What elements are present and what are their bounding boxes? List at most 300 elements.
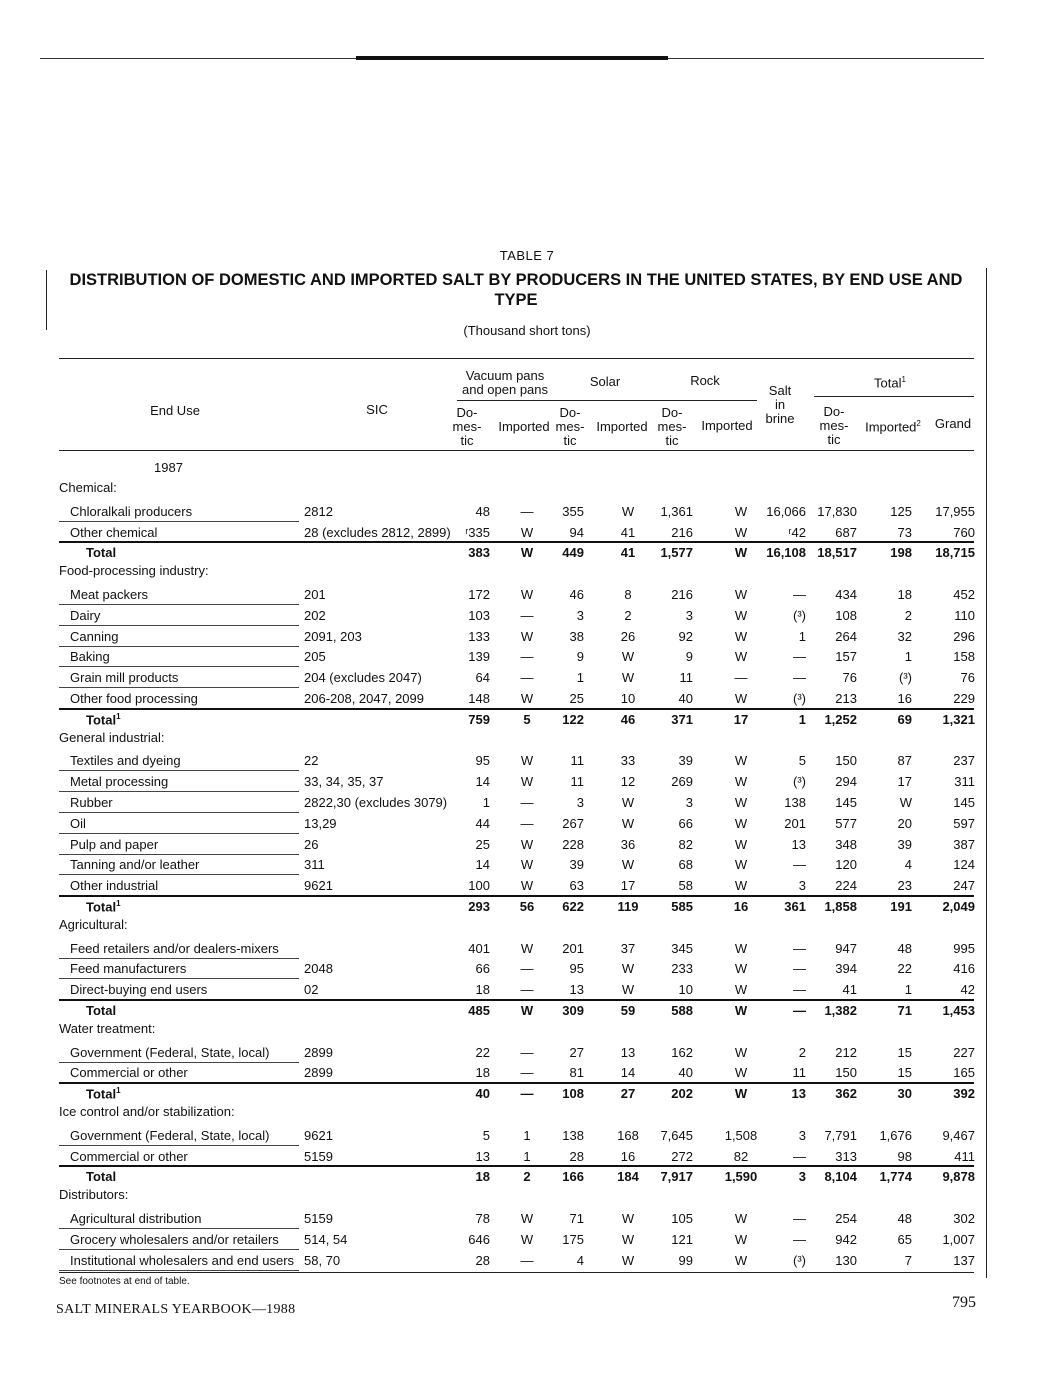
solar-group-rule bbox=[557, 400, 657, 401]
cell-vacuum-domestic: 148 bbox=[468, 691, 490, 706]
cell-vacuum-imported: W bbox=[520, 524, 534, 540]
cell-solar-domestic: 27 bbox=[569, 1044, 584, 1060]
cell-solar-domestic: 309 bbox=[562, 1003, 584, 1018]
cell-rock-imported: 1,590 bbox=[724, 1169, 758, 1185]
total-row bbox=[0, 1083, 1054, 1104]
row-label: Other industrial bbox=[70, 878, 159, 894]
cell-rock-domestic: 1,361 bbox=[660, 503, 693, 519]
cell-salt-in-brine: 2 bbox=[798, 1044, 806, 1060]
row-rule bbox=[59, 1270, 299, 1271]
cell-solar-domestic: 38 bbox=[569, 628, 584, 644]
cell-solar-imported: 17 bbox=[620, 878, 636, 894]
cell-vacuum-imported: 5 bbox=[523, 711, 531, 727]
cell-solar-imported: 16 bbox=[620, 1148, 636, 1164]
cell-total-domestic: 1,252 bbox=[824, 711, 857, 727]
row-sic: 9621 bbox=[304, 878, 333, 894]
cell-vacuum-domestic: 1 bbox=[482, 795, 490, 810]
cell-salt-in-brine: ʳ42 bbox=[788, 524, 806, 540]
cell-rock-imported: W bbox=[734, 1086, 748, 1102]
cell-total-domestic: 394 bbox=[835, 961, 857, 977]
cell-grand-total: 387 bbox=[953, 836, 975, 852]
cell-total-domestic: 294 bbox=[835, 774, 857, 790]
cell-vacuum-domestic: ʳ335 bbox=[465, 524, 490, 540]
cell-solar-domestic: 138 bbox=[562, 1127, 584, 1143]
section-heading: General industrial: bbox=[59, 729, 165, 745]
cell-total-imported: 191 bbox=[890, 899, 912, 914]
cell-salt-in-brine: — bbox=[793, 857, 806, 873]
cell-total-imported: 1 bbox=[904, 982, 912, 998]
cell-solar-imported: W bbox=[621, 503, 635, 519]
cell-salt-in-brine: (³) bbox=[793, 607, 806, 623]
cell-rock-domestic: 105 bbox=[671, 1211, 693, 1226]
cell-total-imported: 1,774 bbox=[879, 1169, 912, 1185]
cell-total-imported: 65 bbox=[897, 1231, 912, 1247]
cell-total-imported: 87 bbox=[897, 753, 912, 769]
cell-solar-domestic: 201 bbox=[562, 940, 584, 956]
table-row bbox=[0, 605, 1054, 626]
total-row bbox=[0, 709, 1054, 730]
cell-total-imported: 17 bbox=[897, 774, 912, 790]
cell-salt-in-brine: (³) bbox=[793, 774, 806, 790]
cell-solar-imported: W bbox=[621, 857, 635, 873]
row-label: Government (Federal, State, local) bbox=[70, 1044, 270, 1060]
table-title: DISTRIBUTION OF DOMESTIC AND IMPORTED SALT BY PRODUCERS IN THE UNITED STATES, BY END USE AND TYPE bbox=[69, 271, 963, 309]
header-bottom-rule bbox=[59, 450, 974, 451]
cell-vacuum-imported: — bbox=[520, 1065, 534, 1081]
top-rule-accent bbox=[356, 56, 668, 60]
cell-salt-in-brine: — bbox=[793, 587, 806, 602]
cell-grand-total: 17,955 bbox=[935, 503, 975, 519]
cell-grand-total: 311 bbox=[954, 774, 975, 790]
cell-salt-in-brine: — bbox=[793, 1231, 806, 1247]
total-label bbox=[86, 1086, 121, 1101]
col-header-rock-imported: Imported bbox=[701, 418, 753, 433]
cell-vacuum-domestic: 40 bbox=[475, 1086, 490, 1102]
cell-grand-total: 76 bbox=[960, 670, 975, 686]
cell-vacuum-imported: W bbox=[520, 857, 534, 873]
cell-total-imported: 69 bbox=[897, 711, 912, 727]
table-row bbox=[0, 522, 1054, 543]
table-row bbox=[0, 875, 1054, 896]
cell-total-domestic: 348 bbox=[835, 836, 857, 852]
cell-solar-domestic: 622 bbox=[562, 899, 584, 914]
cell-vacuum-domestic: 22 bbox=[475, 1044, 490, 1060]
cell-solar-domestic: 63 bbox=[569, 878, 584, 894]
cell-grand-total: 760 bbox=[953, 524, 975, 540]
cell-salt-in-brine: 201 bbox=[784, 815, 806, 831]
cell-vacuum-domestic: 28 bbox=[475, 1252, 490, 1268]
cell-solar-imported: W bbox=[621, 1211, 635, 1226]
cell-grand-total: 597 bbox=[953, 815, 975, 831]
cell-rock-domestic: 10 bbox=[678, 982, 693, 998]
cell-total-imported: 71 bbox=[897, 1003, 912, 1018]
row-label: Rubber bbox=[70, 795, 113, 810]
cell-vacuum-domestic: 48 bbox=[475, 503, 490, 519]
row-label: Baking bbox=[70, 649, 110, 665]
table-row bbox=[0, 834, 1054, 855]
cell-rock-domestic: 272 bbox=[671, 1148, 693, 1164]
cell-solar-domestic: 9 bbox=[576, 649, 584, 665]
table-row bbox=[0, 813, 1054, 834]
table-row bbox=[0, 688, 1054, 709]
cell-vacuum-imported: W bbox=[520, 940, 534, 956]
row-sic: 02 bbox=[304, 982, 319, 998]
cell-solar-domestic: 3 bbox=[576, 607, 584, 623]
cell-solar-domestic: 122 bbox=[562, 711, 584, 727]
cell-grand-total: 229 bbox=[953, 691, 975, 706]
total-label bbox=[86, 1003, 116, 1018]
table-row bbox=[0, 626, 1054, 647]
cell-solar-domestic: 4 bbox=[576, 1252, 584, 1268]
cell-solar-domestic: 166 bbox=[562, 1169, 584, 1185]
cell-total-domestic: 41 bbox=[842, 982, 857, 998]
row-sic: 9621 bbox=[304, 1127, 333, 1143]
row-sic: 58, 70 bbox=[304, 1252, 341, 1268]
row-label: Chloralkali producers bbox=[70, 503, 193, 519]
cell-rock-domestic: 269 bbox=[671, 774, 693, 790]
row-label: Grocery wholesalers and/or retailers bbox=[70, 1231, 279, 1247]
rock-group-rule bbox=[657, 400, 757, 401]
total-label-text: Total bbox=[86, 1086, 117, 1102]
table-row bbox=[0, 938, 1054, 959]
cell-vacuum-domestic: 66 bbox=[475, 961, 490, 977]
cell-vacuum-imported: W bbox=[520, 628, 534, 644]
cell-vacuum-imported: W bbox=[520, 1003, 534, 1018]
cell-rock-domestic: 99 bbox=[678, 1252, 693, 1268]
cell-vacuum-imported: W bbox=[520, 836, 534, 852]
cell-solar-imported: 27 bbox=[620, 1086, 636, 1102]
section-heading: Distributors: bbox=[59, 1187, 129, 1203]
cell-rock-domestic: 585 bbox=[671, 899, 693, 914]
cell-solar-domestic: 46 bbox=[569, 587, 584, 602]
cell-grand-total: 1,453 bbox=[942, 1003, 975, 1018]
cell-grand-total: 18,715 bbox=[935, 545, 975, 561]
row-label: Dairy bbox=[70, 607, 101, 623]
cell-salt-in-brine: 3 bbox=[798, 1169, 806, 1185]
cell-vacuum-domestic: 5 bbox=[482, 1127, 490, 1143]
table-subtitle: (Thousand short tons) bbox=[463, 323, 591, 338]
row-label: Textiles and dyeing bbox=[70, 753, 181, 769]
row-label: Other food processing bbox=[70, 691, 198, 706]
cell-total-imported: 198 bbox=[890, 545, 912, 561]
cell-salt-in-brine: 5 bbox=[798, 753, 806, 769]
cell-total-domestic: 212 bbox=[835, 1044, 857, 1060]
cell-total-imported: W bbox=[899, 795, 912, 810]
cell-vacuum-domestic: 78 bbox=[475, 1211, 490, 1226]
col-header-total-imported: Imported$^2$ bbox=[865, 419, 921, 435]
cell-rock-domestic: 40 bbox=[678, 691, 693, 706]
cell-rock-imported: W bbox=[734, 878, 748, 894]
cell-solar-imported: 26 bbox=[620, 628, 636, 644]
cell-solar-domestic: 71 bbox=[569, 1211, 584, 1226]
cell-grand-total: 145 bbox=[953, 795, 975, 810]
cell-grand-total: 9,467 bbox=[942, 1127, 975, 1143]
cell-total-domestic: 108 bbox=[835, 607, 857, 623]
section-heading: Water treatment: bbox=[59, 1020, 156, 1036]
cell-total-imported: 15 bbox=[897, 1065, 912, 1081]
row-label: Other chemical bbox=[70, 524, 158, 540]
row-label: Feed manufacturers bbox=[70, 961, 187, 977]
total-row bbox=[0, 542, 1054, 563]
cell-vacuum-domestic: 401 bbox=[468, 940, 490, 956]
col-header-total-domestic: Do- mes- tic bbox=[819, 404, 849, 447]
cell-rock-domestic: 3 bbox=[685, 795, 693, 810]
cell-salt-in-brine: — bbox=[793, 982, 806, 998]
cell-salt-in-brine: — bbox=[793, 649, 806, 665]
cell-rock-imported: W bbox=[734, 961, 748, 977]
cell-solar-domestic: 13 bbox=[569, 982, 584, 998]
cell-total-imported: 7 bbox=[904, 1252, 912, 1268]
cell-vacuum-domestic: 18 bbox=[475, 982, 490, 998]
cell-rock-imported: 82 bbox=[733, 1148, 749, 1164]
cell-solar-imported: W bbox=[621, 815, 635, 831]
cell-total-domestic: 157 bbox=[835, 649, 857, 665]
cell-total-imported: 1 bbox=[904, 649, 912, 665]
section-heading: Ice control and/or stabilization: bbox=[59, 1104, 235, 1119]
cell-grand-total: 9,878 bbox=[942, 1169, 975, 1185]
table-label: TABLE 7 bbox=[499, 248, 555, 263]
cell-vacuum-domestic: 133 bbox=[468, 628, 490, 644]
row-sic: 201 bbox=[304, 587, 326, 602]
row-label: Feed retailers and/or dealers-mixers bbox=[70, 940, 279, 956]
cell-total-domestic: 213 bbox=[835, 691, 857, 706]
cell-vacuum-domestic: 13 bbox=[475, 1148, 490, 1164]
cell-grand-total: 452 bbox=[953, 587, 975, 602]
cell-rock-domestic: 1,577 bbox=[660, 545, 693, 561]
total-label-text: Total bbox=[86, 899, 117, 915]
row-sic: 28 (excludes 2812, 2899) bbox=[304, 524, 451, 540]
row-sic: 2812 bbox=[304, 503, 333, 519]
cell-solar-imported: 168 bbox=[617, 1127, 639, 1143]
cell-rock-domestic: 66 bbox=[678, 815, 693, 831]
cell-rock-domestic: 233 bbox=[671, 961, 693, 977]
cell-rock-domestic: 7,917 bbox=[660, 1169, 693, 1185]
row-sic: 311 bbox=[304, 857, 325, 873]
footnote-marker: 1 bbox=[116, 899, 121, 908]
cell-grand-total: 392 bbox=[953, 1086, 975, 1102]
cell-vacuum-domestic: 103 bbox=[468, 607, 490, 623]
cell-salt-in-brine: (³) bbox=[793, 1252, 806, 1268]
cell-total-imported: 23 bbox=[897, 878, 912, 894]
table-row bbox=[0, 1062, 1054, 1083]
cell-solar-domestic: 1 bbox=[576, 670, 584, 686]
cell-vacuum-imported: — bbox=[520, 982, 534, 998]
cell-solar-imported: 59 bbox=[620, 1003, 636, 1018]
table-row bbox=[0, 646, 1054, 667]
cell-salt-in-brine: — bbox=[793, 961, 806, 977]
cell-total-domestic: 130 bbox=[835, 1252, 857, 1268]
table-row bbox=[0, 1125, 1054, 1146]
cell-vacuum-imported: — bbox=[520, 795, 534, 810]
cell-rock-domestic: 40 bbox=[678, 1065, 693, 1081]
total-label-text: Total bbox=[86, 1003, 117, 1018]
row-sic: 205 bbox=[304, 649, 326, 665]
cell-vacuum-imported: W bbox=[520, 878, 534, 894]
cell-solar-imported: 41 bbox=[620, 545, 636, 561]
cell-vacuum-imported: W bbox=[520, 1231, 534, 1247]
cell-salt-in-brine: 16,066 bbox=[766, 503, 806, 519]
total-label bbox=[86, 545, 116, 560]
cell-rock-domestic: 371 bbox=[671, 711, 693, 727]
cell-total-domestic: 942 bbox=[835, 1231, 857, 1247]
cell-total-domestic: 8,104 bbox=[824, 1169, 857, 1185]
table-row bbox=[0, 958, 1054, 979]
total-rule bbox=[59, 895, 974, 897]
row-sic: 26 bbox=[304, 836, 319, 852]
cell-total-imported: 2 bbox=[904, 607, 912, 623]
vacuum-group-rule bbox=[457, 400, 557, 401]
total-label bbox=[86, 1169, 116, 1184]
row-sic: 514, 54 bbox=[304, 1231, 348, 1247]
total-group-rule bbox=[814, 396, 974, 397]
cell-total-imported: 39 bbox=[897, 836, 912, 852]
table-row bbox=[0, 1208, 1054, 1229]
cell-vacuum-imported: 1 bbox=[523, 1148, 531, 1164]
cell-total-imported: 125 bbox=[890, 503, 912, 519]
cell-salt-in-brine: — bbox=[793, 1148, 806, 1164]
cell-rock-imported: W bbox=[734, 795, 748, 810]
cell-grand-total: 416 bbox=[953, 961, 975, 977]
cell-rock-imported: W bbox=[734, 1211, 748, 1226]
cell-rock-imported: W bbox=[734, 1252, 748, 1268]
row-sic: 202 bbox=[304, 607, 326, 623]
cell-rock-imported: W bbox=[734, 691, 748, 706]
cell-grand-total: 995 bbox=[953, 940, 975, 956]
cell-vacuum-domestic: 95 bbox=[475, 753, 490, 769]
cell-salt-in-brine: — bbox=[793, 1211, 806, 1226]
cell-salt-in-brine: 138 bbox=[784, 795, 806, 810]
cell-total-imported: 48 bbox=[897, 940, 912, 956]
cell-vacuum-domestic: 293 bbox=[468, 899, 490, 914]
cell-rock-domestic: 216 bbox=[671, 587, 693, 602]
cell-rock-imported: W bbox=[734, 503, 748, 519]
group-header-rock: Rock bbox=[690, 373, 720, 388]
cell-solar-domestic: 3 bbox=[576, 795, 584, 810]
table-row bbox=[0, 501, 1054, 522]
cell-grand-total: 296 bbox=[953, 628, 975, 644]
cell-vacuum-imported: W bbox=[520, 774, 534, 790]
cell-total-imported: 30 bbox=[897, 1086, 912, 1102]
cell-grand-total: 1,321 bbox=[942, 711, 975, 727]
row-label: Metal processing bbox=[70, 774, 169, 790]
cell-vacuum-domestic: 18 bbox=[475, 1065, 490, 1081]
cell-total-imported: 73 bbox=[897, 524, 912, 540]
cell-rock-imported: W bbox=[734, 1065, 748, 1081]
header-top-rule bbox=[59, 358, 974, 359]
table-row bbox=[0, 854, 1054, 875]
total-row bbox=[0, 1000, 1054, 1021]
cell-solar-imported: W bbox=[621, 961, 635, 977]
cell-rock-imported: 1,508 bbox=[724, 1127, 758, 1143]
col-header-rock-domestic: Do- mes- tic bbox=[657, 405, 687, 448]
col-header-vacuum-domestic: Do- mes- tic bbox=[452, 405, 482, 448]
year-label: 1987 bbox=[154, 460, 183, 475]
cell-solar-imported: 12 bbox=[620, 774, 636, 790]
cell-solar-imported: W bbox=[621, 1231, 635, 1247]
cell-rock-imported: — bbox=[734, 670, 748, 686]
cell-solar-imported: W bbox=[621, 670, 635, 686]
footnote: See footnotes at end of table. bbox=[59, 1276, 190, 1287]
total-label bbox=[86, 712, 121, 727]
col-header-solar-domestic: Do- mes- tic bbox=[555, 405, 585, 448]
cell-rock-domestic: 345 bbox=[671, 940, 693, 956]
group-header-vacuum: Vacuum pans and open pans bbox=[461, 368, 549, 397]
row-sic: 5159 bbox=[304, 1148, 333, 1164]
footer-running-title: SALT MINERALS YEARBOOK—1988 bbox=[56, 1302, 296, 1317]
row-sic: 2899 bbox=[304, 1065, 333, 1081]
cell-salt-in-brine: 11 bbox=[792, 1065, 806, 1081]
cell-solar-imported: 8 bbox=[624, 587, 632, 602]
row-label: Canning bbox=[70, 628, 119, 644]
cell-vacuum-domestic: 64 bbox=[475, 670, 490, 686]
cell-solar-imported: 14 bbox=[620, 1065, 636, 1081]
cell-vacuum-domestic: 14 bbox=[475, 774, 490, 790]
cell-vacuum-imported: 56 bbox=[519, 899, 535, 914]
cell-solar-domestic: 449 bbox=[562, 545, 584, 561]
row-label: Tanning and/or leather bbox=[70, 857, 200, 873]
cell-total-imported: 18 bbox=[897, 587, 912, 602]
cell-rock-imported: 17 bbox=[733, 711, 749, 727]
cell-solar-domestic: 267 bbox=[562, 815, 584, 831]
cell-total-domestic: 120 bbox=[835, 857, 857, 873]
cell-solar-domestic: 25 bbox=[569, 691, 584, 706]
col-header-vacuum-imported: Imported bbox=[498, 419, 550, 434]
cell-vacuum-domestic: 646 bbox=[468, 1231, 490, 1247]
cell-rock-imported: W bbox=[734, 753, 748, 769]
table-row bbox=[0, 667, 1054, 688]
cell-total-imported: 20 bbox=[897, 815, 912, 831]
cell-total-imported: 15 bbox=[897, 1044, 912, 1060]
cell-salt-in-brine: — bbox=[793, 940, 806, 956]
total-rule bbox=[59, 1165, 974, 1167]
cell-vacuum-imported: W bbox=[520, 1211, 534, 1226]
total-rule bbox=[59, 541, 974, 543]
section-heading: Agricultural: bbox=[59, 916, 128, 932]
table-row bbox=[0, 792, 1054, 813]
col-header-end-use: End Use bbox=[150, 403, 200, 418]
cell-grand-total: 2,049 bbox=[942, 899, 975, 914]
cell-vacuum-domestic: 485 bbox=[468, 1003, 490, 1018]
cell-total-domestic: 947 bbox=[835, 940, 857, 956]
row-label: Pulp and paper bbox=[70, 836, 159, 852]
row-label: Direct-buying end users bbox=[70, 982, 208, 998]
cell-rock-imported: W bbox=[734, 1003, 748, 1018]
cell-solar-imported: 33 bbox=[620, 753, 636, 769]
table-row bbox=[0, 750, 1054, 771]
total-label-text: Total bbox=[86, 712, 117, 728]
cell-total-domestic: 254 bbox=[835, 1211, 857, 1226]
cell-grand-total: 247 bbox=[953, 878, 975, 894]
cell-vacuum-imported: W bbox=[520, 545, 534, 561]
cell-total-domestic: 1,858 bbox=[824, 899, 857, 914]
cell-solar-imported: W bbox=[621, 1252, 635, 1268]
cell-solar-domestic: 108 bbox=[562, 1086, 584, 1102]
cell-vacuum-domestic: 14 bbox=[475, 857, 490, 873]
group-header-total: Total$^1$ bbox=[874, 375, 906, 391]
cell-grand-total: 42 bbox=[960, 982, 975, 998]
cell-grand-total: 165 bbox=[953, 1065, 975, 1081]
cell-total-imported: 98 bbox=[897, 1148, 912, 1164]
total-label-text: Total bbox=[86, 1169, 117, 1185]
cell-rock-domestic: 11 bbox=[679, 670, 693, 686]
cell-solar-imported: 184 bbox=[617, 1169, 639, 1185]
cell-vacuum-domestic: 25 bbox=[475, 836, 490, 852]
cell-solar-imported: 36 bbox=[620, 836, 636, 852]
cell-solar-domestic: 228 bbox=[562, 836, 584, 852]
cell-vacuum-domestic: 759 bbox=[468, 711, 490, 727]
table-bottom-rule bbox=[59, 1272, 974, 1273]
cell-total-domestic: 1,382 bbox=[824, 1003, 857, 1018]
